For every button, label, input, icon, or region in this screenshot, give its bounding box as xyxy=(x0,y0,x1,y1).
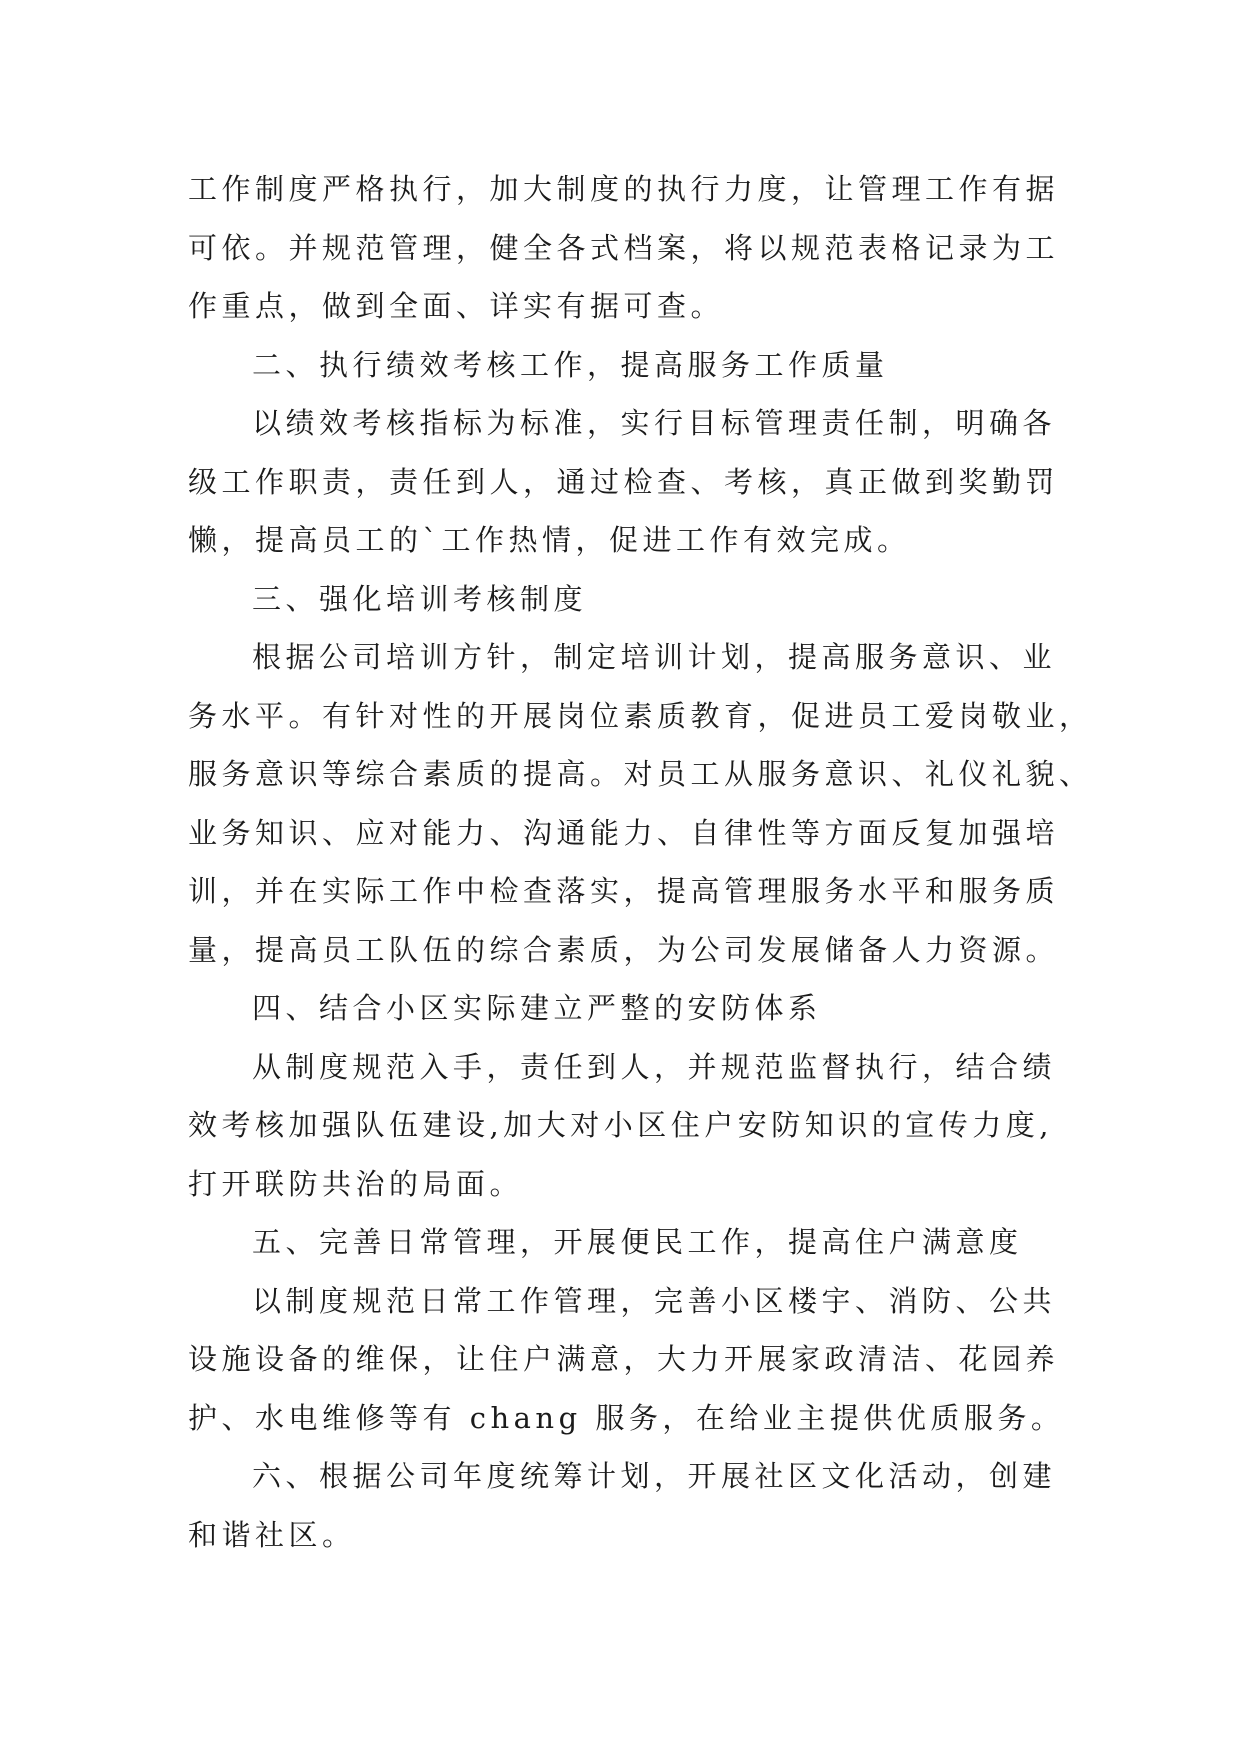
heading-text: 五、完善日常管理，开展便民工作，提高住户满意度 xyxy=(252,1225,1023,1259)
paragraph-4 xyxy=(188,1038,1056,1214)
text-line: 六、根据公司年度统筹计划，开展社区文化活动，创建 xyxy=(252,1459,1057,1493)
text-line: 效考核加强队伍建设,加大对小区住户安防知识的宣传力度, xyxy=(188,1108,1053,1142)
heading-text: 二、执行绩效考核工作，提高服务工作质量 xyxy=(252,347,889,382)
text-line: 作重点，做到全面、详实有据可查。 xyxy=(188,289,725,323)
text-line: 服务意识等综合素质的提高。对员工从服务意识、礼仪礼貌、 xyxy=(188,757,1093,791)
section-heading-5 xyxy=(188,1213,1056,1272)
paragraph-1 xyxy=(188,160,1060,336)
section-heading-2 xyxy=(188,336,1056,395)
text-line: 工作制度严格执行，加大制度的执行力度，让管理工作有据 xyxy=(188,172,1060,206)
text-line: 训，并在实际工作中检查落实，提高管理服务水平和服务质 xyxy=(188,874,1060,908)
text-line: 根据公司培训方针，制定培训计划，提高服务意识、业 xyxy=(252,640,1057,674)
document-body xyxy=(188,160,1093,1564)
text-line: 懒，提高员工的`工作热情，促进工作有效完成。 xyxy=(188,523,911,557)
paragraph-2 xyxy=(188,394,1060,570)
text-line: 护、水电维修等有 chang 服务，在给业主提供优质服务。 xyxy=(188,1400,1065,1435)
paragraph-5 xyxy=(188,1272,1065,1448)
heading-text: 三、强化培训考核制度 xyxy=(252,581,588,616)
text-line: 级工作职责，责任到人，通过检查、考核，真正做到奖勤罚 xyxy=(188,464,1060,499)
text-line: 业务知识、应对能力、沟通能力、自律性等方面反复加强培 xyxy=(188,815,1060,850)
text-line: 设施设备的维保，让住户满意，大力开展家政清洁、花园养 xyxy=(188,1342,1060,1376)
paragraph-3 xyxy=(188,628,1093,979)
text-line: 以制度规范日常工作管理，完善小区楼宇、消防、公共 xyxy=(252,1283,1057,1318)
text-line: 量，提高员工队伍的综合素质，为公司发展储备人力资源。 xyxy=(188,932,1060,967)
text-line: 可依。并规范管理，健全各式档案，将以规范表格记录为工 xyxy=(188,230,1060,265)
heading-text: 四、结合小区实际建立严整的安防体系 xyxy=(252,991,822,1025)
text-line: 和谐社区。 xyxy=(188,1517,356,1552)
section-heading-4 xyxy=(188,979,1056,1038)
text-line: 打开联防共治的局面。 xyxy=(188,1166,524,1201)
section-heading-3 xyxy=(188,570,1056,629)
text-line: 从制度规范入手，责任到人，并规范监督执行，结合绩 xyxy=(252,1049,1057,1084)
text-line: 务水平。有针对性的开展岗位素质教育，促进员工爱岗敬业， xyxy=(188,698,1093,733)
text-line: 以绩效考核指标为标准，实行目标管理责任制，明确各 xyxy=(252,406,1057,440)
paragraph-6 xyxy=(188,1447,1056,1564)
